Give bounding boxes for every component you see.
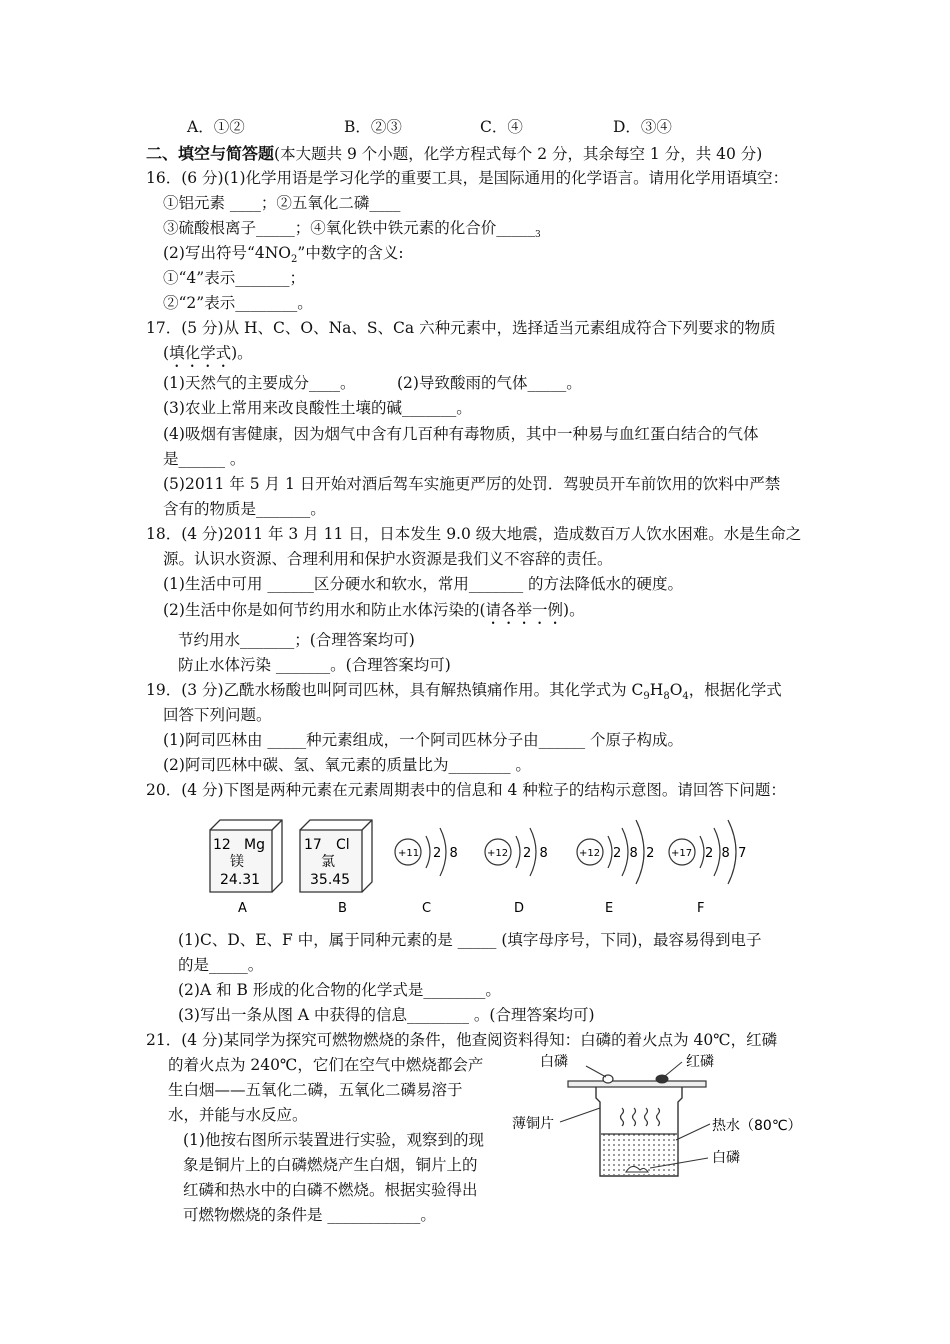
q17-line4: (3)农业上常用来改良酸性土壤的碱_______。 — [163, 399, 472, 417]
q17-line6: 是______ 。 — [163, 450, 246, 468]
q16-line3-text: ③硫酸根离子_____；④氧化铁中铁元素的化合价_____ — [163, 219, 536, 237]
section-title: 二、填空与简答题 — [146, 144, 275, 163]
atom-d-electrons: 2 8 — [523, 846, 548, 861]
q21-line8: 可燃物燃烧的条件是 ____________。 — [183, 1206, 436, 1224]
cl-number: 17 — [304, 837, 322, 853]
q18-line2: 源。认识水资源、合理利用和保护水资源是我们义不容辞的责任。 — [163, 550, 613, 568]
option-a: A．①② — [187, 118, 245, 136]
q16-line6: ②“2”表示________。 — [163, 294, 313, 312]
q17-emphasis: 填化学式 — [169, 344, 232, 362]
label-a: A — [238, 901, 247, 916]
q17-line8: 含有的物质是_______。 — [163, 500, 326, 518]
q16-line2: ①铝元素 ____；②五氧化二磷____ — [163, 194, 401, 212]
q19-line4: (2)阿司匹林中碳、氢、氧元素的质量比为________ 。 — [163, 756, 531, 774]
label-red-phosphorus: 红磷 — [686, 1054, 714, 1070]
q21-line4: 水，并能与水反应。 — [168, 1106, 308, 1124]
q21-line7: 红磷和热水中的白磷不燃烧。根据实验得出 — [183, 1181, 478, 1199]
option-d: D．③④ — [613, 118, 672, 136]
q17-line7: (5)2011 年 5 月 1 日开始对酒后驾车实施更严厉的处罚．驾驶员开车前饮用的饮料中严禁 — [163, 475, 781, 493]
q16-line4-sub: 2 — [291, 254, 298, 266]
q19-o: O — [669, 681, 683, 699]
q19-sub-h: 8 — [663, 691, 670, 703]
atom-f-nucleus: +17 — [671, 848, 693, 859]
q17-line2-c: )。 — [231, 344, 253, 362]
q18-emphasis: 请各举一例 — [485, 601, 564, 619]
q21-line5: (1)他按右图所示装置进行实验，观察到的现 — [183, 1131, 484, 1149]
q17-line3a: (1)天然气的主要成分____。 — [163, 374, 356, 392]
q18-line4 — [163, 600, 585, 628]
q19-line3: (1)阿司匹林由 _____种元素组成，一个阿司匹林分子由______ 个原子构成。 — [163, 731, 684, 749]
label-white-phosphorus-top: 白磷 — [540, 1054, 568, 1070]
section-heading — [146, 144, 762, 164]
q19-sub-o: 4 — [682, 691, 689, 703]
q17-line5: (4)吸烟有害健康，因为烟气中含有几百种有毒物质，其中一种易与血红蛋白结合的气体 — [163, 425, 759, 443]
q21-apparatus-figure — [512, 1048, 808, 1184]
label-d: D — [514, 901, 525, 916]
q21-line6: 象是铜片上的白磷燃烧产生白烟，铜片上的 — [183, 1156, 478, 1174]
label-c: C — [422, 901, 432, 916]
red-phosphorus — [656, 1075, 668, 1083]
section-note: (本大题共 9 个小题，化学方程式每个 2 分，其余每空 1 分，共 40 分) — [274, 145, 763, 163]
cl-mass: 35.45 — [310, 872, 351, 888]
q21-line2: 的着火点为 240℃，它们在空气中燃烧都会产 — [168, 1056, 484, 1074]
q20-line3: 的是_____。 — [178, 956, 264, 974]
atom-e-electrons: 2 8 2 — [613, 846, 655, 861]
mg-mass: 24.31 — [220, 872, 261, 888]
q20-line2: (1)C、D、E、F 中，属于同种元素的是 _____ (填字母序号，下同)，最容易得到电子 — [178, 931, 762, 949]
q16-line4-a: (2)写出符号“4NO — [163, 244, 292, 262]
atom-d-nucleus: +12 — [487, 848, 509, 859]
q16-line5: ①“4”表示_______； — [163, 269, 305, 287]
label-b: B — [338, 901, 347, 916]
q18-line3: (1)生活中可用 ______区分硬水和软水，常用_______ 的方法降低水的硬度。 — [163, 575, 684, 593]
q19-line2: 回答下列问题。 — [163, 706, 272, 724]
label-white-phosphorus-bottom: 白磷 — [712, 1150, 740, 1166]
label-copper-plate: 薄铜片 — [512, 1116, 554, 1132]
mg-symbol: Mg — [244, 837, 265, 853]
q18-line4-a: (2)生活中你是如何节约用水和防止水体污染的( — [163, 601, 486, 619]
q16-line3-sub: 3 — [535, 230, 541, 241]
q19-h: H — [649, 681, 664, 699]
q19-sub-c: 9 — [643, 691, 650, 703]
option-c: C．④ — [480, 118, 523, 136]
mg-name: 镁 — [230, 854, 244, 870]
q18-line4-c: )。 — [563, 601, 585, 619]
option-b: B．②③ — [344, 118, 402, 136]
q19-line1-b: ，根据化学式 — [688, 681, 782, 699]
label-f: F — [697, 901, 705, 916]
atom-c-electrons: 2 8 — [433, 846, 458, 861]
q20-figure — [200, 800, 760, 922]
cl-symbol: Cl — [336, 837, 350, 853]
mg-number: 12 — [213, 837, 231, 853]
q16-line4 — [163, 243, 404, 270]
label-hot-water: 热水（80℃） — [712, 1118, 802, 1134]
q18-line5: 节约用水_______；(合理答案均可) — [178, 631, 415, 649]
q18-line1: 18．(4 分)2011 年 3 月 11 日，日本发生 9.0 级大地震，造成数百万人饮水困难。水是生命之 — [146, 525, 802, 543]
q20-line4: (2)A 和 B 形成的化合物的化学式是________。 — [178, 981, 501, 999]
copper-plate — [568, 1081, 706, 1087]
q20-line5: (3)写出一条从图 A 中获得的信息________ 。(合理答案均可) — [178, 1006, 595, 1024]
steam — [621, 1108, 660, 1126]
q19-line1-a: 19．(3 分)乙酰水杨酸也叫阿司匹林，具有解热镇痛作用。其化学式为 C — [146, 681, 644, 699]
label-e: E — [605, 901, 614, 916]
q18-line6: 防止水体污染 _______。(合理答案均可) — [178, 656, 451, 674]
q16-line1: 16．(6 分)(1)化学用语是学习化学的重要工具，是国际通用的化学语言。请用化学用语填空： — [146, 169, 789, 187]
q20-line1: 20．(4 分)下图是两种元素在元素周期表中的信息和 4 种粒子的结构示意图。请回答下问题： — [146, 781, 786, 799]
q16-line4-c: ”中数字的含义: — [297, 244, 404, 262]
atom-c-nucleus: +11 — [398, 848, 420, 859]
q21-line1: 21．(4 分)某同学为探究可燃物燃烧的条件，他查阅资料得知：白磷的着火点为 40℃，红磷 — [146, 1031, 778, 1049]
q16-line3 — [163, 218, 541, 245]
q21-line3: 生白烟——五氧化二磷，五氧化二磷易溶于 — [168, 1081, 463, 1099]
cl-name: 氯 — [321, 854, 335, 870]
q17-line2 — [163, 343, 253, 371]
q17-line1: 17．(5 分)从 H、C、O、Na、S、Ca 六种元素中，选择适当元素组成符合下列要求的物质 — [146, 319, 776, 337]
q17-line3b: (2)导致酸雨的气体_____。 — [397, 374, 582, 392]
atom-e-nucleus: +12 — [579, 848, 601, 859]
q17-line2-a: ( — [163, 344, 170, 362]
atom-f-electrons: 2 8 7 — [705, 846, 747, 861]
q19-line1 — [146, 680, 782, 707]
